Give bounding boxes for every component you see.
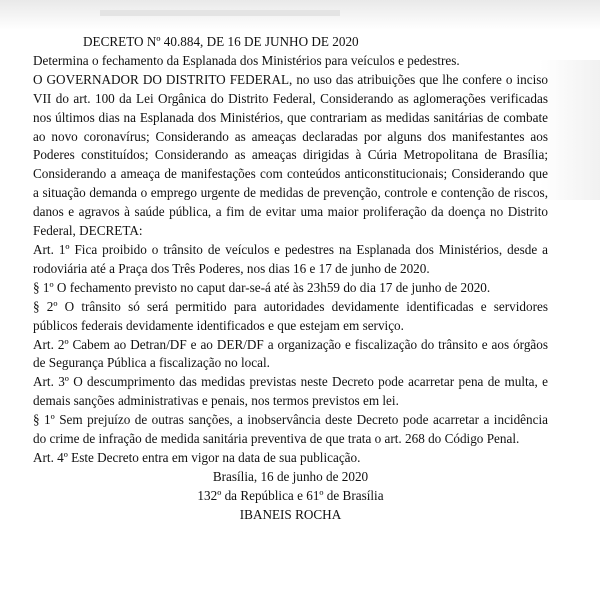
republic-years: 132º da República e 61º de Brasília [197, 487, 384, 503]
signature-name: IBANEIS ROCHA [239, 506, 342, 522]
decree-document [33, 33, 548, 525]
place-and-date: Brasília, 16 de junho de 2020 [212, 468, 369, 484]
decree-preamble: O GOVERNADOR DO DISTRITO FEDERAL, no uso das atribuições que lhe confere o inciso VII do art. 100 da Lei Orgânica do Distrito Federal, Considerando as aglomerações verificadas nos últimos dias na Esplanada dos Ministérios, que contrariam as medidas sanitárias de combate ao novo coronavírus; Considerando as ameaças declaradas por alguns dos manifestantes aos Poderes constituídos; Considerando as ameaças dirigidas à Cúria Metropolitana de Brasília; Considerando a ameaça de manifestações com conteúdos anticonstitucionais; Considerando que a situação demanda o emprego urgente de medidas de prevenção, controle e contenção de riscos, danos e agravos à saúde pública, a fim de evitar uma maior proliferação da doença no Distrito Federal, DECRETA: [33, 71, 548, 239]
decree-ementa: Determina o fechamento da Esplanada dos Ministérios para veículos e pedestres. [33, 52, 460, 68]
decree-title: DECRETO Nº 40.884, DE 16 DE JUNHO DE 2020 [83, 34, 359, 49]
article-1: Art. 1º Fica proibido o trânsito de veículos e pedestres na Esplanada dos Ministérios, desde a rodoviária até a Praça dos Três Poderes, nos dias 16 e 17 de junho de 2020. [33, 241, 548, 276]
background-faded-text-bar [100, 10, 340, 16]
background-fade-right [540, 60, 600, 200]
article-2: Art. 2º Cabem ao Detran/DF e ao DER/DF a organização e fiscalização do trânsito e aos órgãos de Segurança Pública a fiscalização no local. [33, 336, 548, 371]
article-3-paragraph-1: § 1º Sem prejuízo de outras sanções, a inobservância deste Decreto pode acarretar a incidência do crime de infração de medida sanitária preventiva de que trata o art. 268 do Código Penal. [33, 412, 548, 447]
article-4: Art. 4º Este Decreto entra em vigor na data de sua publicação. [33, 449, 361, 465]
article-1-paragraph-2: § 2º O trânsito só será permitido para autoridades devidamente identificadas e servidores públicos federais devidamente identificados e que estejam em serviço. [33, 298, 548, 333]
article-1-paragraph-1: § 1º O fechamento previsto no caput dar-se-á até às 23h59 do dia 17 de junho de 2020. [33, 279, 491, 295]
article-3: Art. 3º O descumprimento das medidas previstas neste Decreto pode acarretar pena de multa, e demais sanções administrativas e penais, nos termos previstos em lei. [33, 374, 548, 409]
